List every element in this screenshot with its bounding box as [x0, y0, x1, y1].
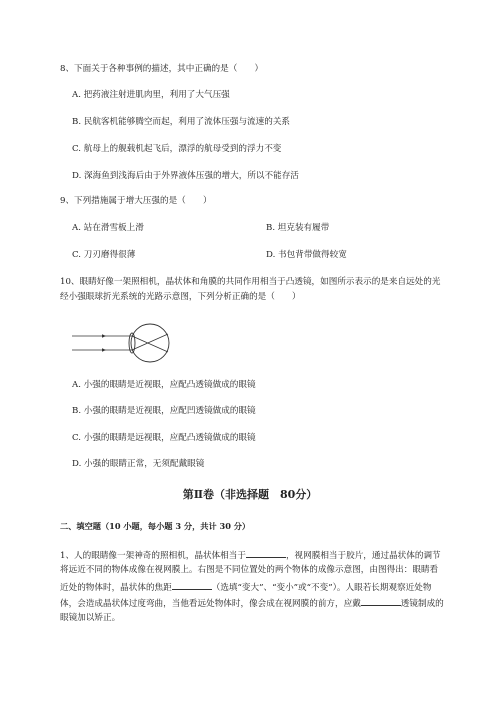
- q9-option-c: C. 刀刃磨得很薄: [72, 250, 136, 260]
- fill1-line3-b: （选填“变大”、“变小”或“不变”）。人眼若长期观察近处物: [211, 583, 432, 593]
- q10-option-d: D. 小强的眼睛正常，无须配戴眼镜: [72, 459, 205, 469]
- fill1-line3-a: 近处的物体时，晶状体的焦距: [60, 583, 172, 593]
- q10-option-c: C. 小强的眼睛是远视眼，应配凸透镜做成的眼镜: [72, 433, 256, 443]
- q9-stem: 9、下列措施属于增大压强的是（ ）: [60, 196, 212, 206]
- q8-option-d: D. 深海鱼到浅海后由于外界液体压强的增大，所以不能存活: [72, 171, 299, 181]
- fill1-line1: [60, 548, 441, 562]
- fill1-line4-b: 透镜制成的: [400, 599, 444, 609]
- section-title: 二、填空题（10 小题，每小题 3 分，共计 30 分）: [60, 521, 251, 531]
- q8-option-b: B. 民航客机能够腾空而起，利用了流体压强与流速的关系: [72, 117, 291, 127]
- q10-stem-line2: 经小强眼球折光系统的光路示意图，下列分析正确的是（ ）: [60, 292, 301, 302]
- fill1-line4-a: 体，会造成晶状体过度弯曲，当他看远处物体时，像会成在视网膜的前方，应戴: [60, 599, 361, 609]
- answer-blank-3[interactable]: [361, 596, 401, 606]
- eye-diagram: [68, 318, 178, 368]
- fill1-line1-b: ，视网膜相当于胶片，通过晶状体的调节: [285, 551, 441, 561]
- fill1-line2: 将远近不同的物体成像在视网膜上。右图是不同位置处的两个物体的成像示意图，由图得出：眼睛看: [60, 565, 439, 575]
- fill1-line5: 眼镜加以矫正。: [60, 613, 121, 623]
- fill1-line4: [60, 596, 444, 610]
- q8-option-a: A. 把药液注射进肌肉里，利用了大气压强: [72, 90, 230, 100]
- q10-option-a: A. 小强的眼睛是近视眼，应配凸透镜做成的眼镜: [72, 380, 256, 390]
- q10-stem-line1: 10、眼睛好像一架照相机，晶状体和角膜的共同作用相当于凸透镜，如图所示表示的是来自远处的光: [60, 277, 441, 287]
- fill1-line3: [60, 580, 431, 594]
- answer-blank-2[interactable]: [172, 580, 212, 590]
- q9-option-a: A. 站在滑雪板上滑: [72, 223, 144, 233]
- answer-blank-1[interactable]: [246, 548, 286, 558]
- q9-option-b: B. 坦克装有履带: [266, 223, 330, 233]
- part2-title: 第Ⅱ卷（非选择题 80分）: [182, 488, 318, 501]
- q8-option-c: C. 航母上的舰载机起飞后，漂浮的航母受到的浮力不变: [72, 144, 282, 154]
- q8-stem: 8、下面关于各种事例的描述，其中正确的是（ ）: [60, 64, 264, 74]
- q10-option-b: B. 小强的眼睛是近视眼，应配凹透镜做成的眼镜: [72, 406, 256, 416]
- fill1-line1-a: 1、人的眼睛像一架神奇的照相机，晶状体相当于: [60, 551, 246, 561]
- q9-option-d: D. 书包背带做得较宽: [266, 250, 347, 260]
